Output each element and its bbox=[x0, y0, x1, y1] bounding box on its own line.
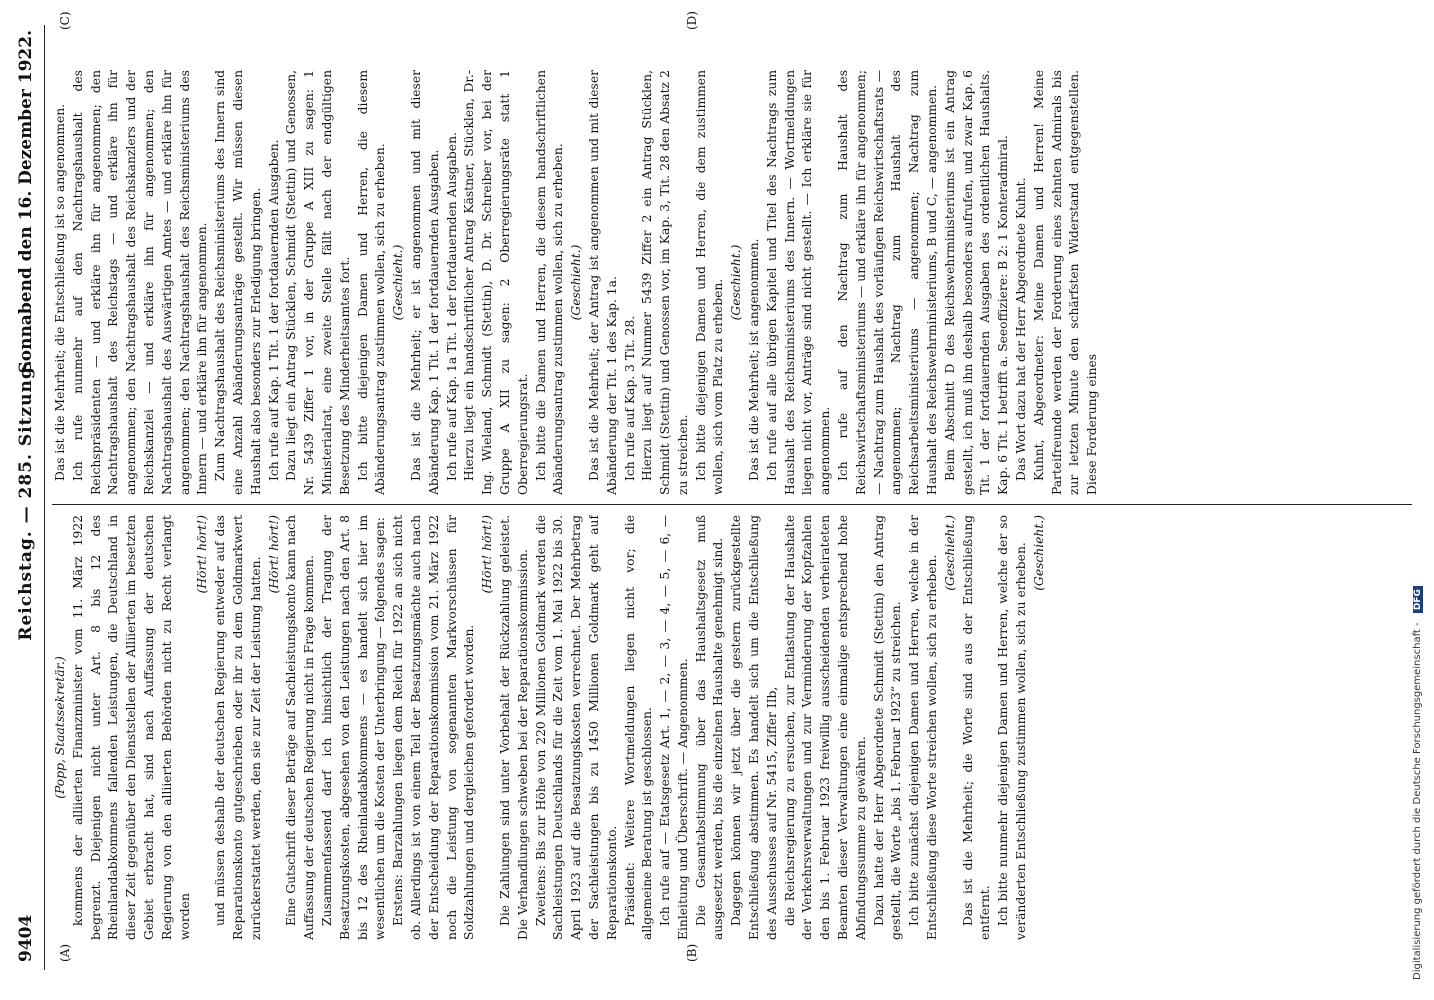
paragraph: Zweitens: Bis zur Höhe von 220 Millionen Goldmark werden die Sachleistungen Deutschlands für die Zeit vom 1. Mai 1922 bis 30. April 1923 auf die Besatzungskosten verrechnet. Der Mehrbetrag der Sachleistungen bis zu 1450 Millionen Goldmark geht auf Reparationskonto. bbox=[533, 515, 619, 940]
paragraph: Erstens: Barzahlungen liegen dem Reich für 1922 an sich nicht ob. Allerdings ist von einem Teil der Besatzungsmächte auch nach der Entscheidung der Reparationskommission vom 21. März 1922 noch die Leistung von sogenannten Markvorschüssen für Soldzahlungen und dergleichen gefordert worden. bbox=[391, 515, 477, 940]
paragraph: (Geschieht.) bbox=[569, 244, 584, 321]
paragraph: Das Wort dazu hat der Herr Abgeordnete Kuhnt. bbox=[1014, 177, 1029, 481]
paragraph: Ich bitte nunmehr diejenigen Damen und Herren, welche der so veränderten Entschließung zustimmen wollen, sich zu erheben. bbox=[996, 515, 1029, 940]
page-footer bbox=[1412, 20, 1430, 980]
paragraph: Ich rufe auf alle übrigen Kapitel und Titel des Nachtrags zum Haushalt des Reichsministeriums des Innern. — Wortmeldungen liegen nicht vor, Anträge sind nicht gestellt. — Ich erkläre sie für angenommen. bbox=[764, 70, 833, 495]
paragraph: Zum Nachtragshaushalt des Reichsministeriums des Innern sind eine Anzahl Abänderungsanträge gestellt. Wir müssen diesen Haushalt also besonders zur Erledigung bringen. bbox=[213, 70, 263, 495]
paragraph: Ich bitte diejenigen Damen und Herren, die dem zustimmen wollen, sich vom Platz zu erheben. bbox=[693, 70, 726, 495]
paragraph: Kuhnt, Abgeordneter: Meine Damen und Herren! Meine Parteifreunde werden der Forderung eines zehnten Admirals bis zur letzten Minute den schärfsten Widerstand entgegenstellen. Diese Forderung eines bbox=[1031, 70, 1100, 495]
paragraph: Hierzu liegt ein handschriftlicher Antrag Kästner, Stücklen, Dr.-Ing. Wieland, Schmidt (Stettin), D. Dr. Schreiber vor, bei der Gruppe A XII zu sagen: 2 Oberregierungsräte statt 1 Oberregierungsrat. bbox=[462, 70, 530, 495]
paragraph: (Popp, Staatssekretär.) bbox=[53, 656, 67, 799]
header-rule bbox=[44, 25, 45, 970]
paragraph: kommens der alliierten Finanzminister vom 11. März 1922 begrenzt. Diejenigen nicht unter Art. 8 bis 12 des Rheinlandabkommens fallenden Leistungen, die Deutschland in dieser Zeit gegenüber den Dienststellen der Alliierten im besetzten Gebiet erbracht hat, sind nach Auffassung der deutschen Regierung von den alliierten Behörden nicht zu Recht verlangt worden bbox=[70, 515, 192, 940]
paragraph: Präsident: Weitere Wortmeldungen liegen nicht vor; die allgemeine Beratung ist geschlossen. bbox=[622, 515, 655, 940]
page-number: 9404 bbox=[16, 914, 36, 962]
paragraph: Das ist die Mehrheit; ist angenommen. bbox=[747, 238, 762, 481]
paragraph: Ich bitte die Damen und Herren, die diesem handschriftlichen Abänderungsantrag zustimmen wollen, sich zu erheben. bbox=[533, 70, 566, 495]
session-title: Reichstag. — 285. Sitzung. bbox=[16, 359, 36, 641]
paragraph: (Geschieht.) bbox=[729, 244, 744, 321]
paragraph: (Hört! hört!) bbox=[266, 515, 281, 594]
paragraph: Dagegen können wir jetzt über die gestern zurückgestellte Entschließung abstimmen. Es handelt sich um die Entschließung des Ausschusses auf Nr. 5415, Ziffer IIb, bbox=[729, 515, 779, 940]
session-date: Sonnabend den 16. Dezember 1922. bbox=[16, 30, 36, 374]
paragraph: (Hört! hört!) bbox=[195, 515, 210, 594]
margin-marker-a: (A) bbox=[58, 943, 72, 962]
paragraph: Ich rufe auf Kap. 1a Tit. 1 der fortdauernden Ausgaben. bbox=[444, 132, 459, 481]
paragraph: (Geschieht.) bbox=[391, 244, 406, 321]
paragraph: Ich rufe nunmehr auf den Nachtragshaushalt des Reichspräsidenten — und erkläre ihn für angenommen; den Nachtragshaushalt des Reichstags — und erkläre ihn für angenommen; den Nachtragshaushalt des Reichskanzlers und der Reichskanzlei — und erkläre ihn für angenommen; den Nachtragshaushalt des Auswärtigen Amtes — und erkläre ihn für angenommen; den Nachtragshaushalt des Reichsministeriums des Innern — und erkläre ihn für angenommen. bbox=[70, 70, 210, 495]
paragraph: Die Gesamtabstimmung über das Haushaltsgesetz muß ausgesetzt werden, bis die einzelnen Haushalte genehmigt sind. bbox=[693, 515, 726, 940]
paragraph: und müssen deshalb der deutschen Regierung entweder auf das Reparationskonto gutgeschrieben oder ihr zu dem Goldmarkwert zurückerstattet werden, den sie zur Zeit der Leistung hatten. bbox=[213, 515, 263, 940]
paragraph: Ich rufe auf Kap. 1 Tit. 1 der fortdauernden Ausgaben. bbox=[266, 139, 281, 481]
paragraph: Das ist die Mehrheit; er ist angenommen und mit dieser Abänderung Kap. 1 Tit. 1 der fortdauernden Ausgaben. bbox=[408, 70, 441, 495]
paragraph: Eine Gutschrift dieser Beträge auf Sachleistungskonto kann nach Auffassung der deutschen Regierung nicht in Frage kommen. bbox=[284, 515, 317, 940]
paragraph: Das ist die Mehrheit; der Antrag ist angenommen und mit dieser Abänderung der Tit. 1 des Kap. 1a. bbox=[586, 70, 619, 495]
paragraph: Ich rufe auf — Etatsgesetz Art. 1, — 2, — 3, — 4, — 5, — 6, — Einleitung und Überschrift. — Angenommen. bbox=[658, 515, 690, 940]
page-header bbox=[14, 20, 42, 980]
right-column bbox=[52, 70, 1407, 495]
paragraph: Ich bitte zunächst diejenigen Damen und Herren, welche in der Entschließung diese Worte streichen wollen, sich zu erheben. bbox=[907, 515, 940, 940]
footer-text: Digitalisierung gefördert durch die Deutsche Forschungsgemeinschaft - bbox=[1412, 622, 1423, 980]
column-divider bbox=[52, 504, 1412, 505]
paragraph: Dazu hatte der Herr Abgeordnete Schmidt (Stettin) den Antrag gestellt, die Worte „bis 1. Februar 1923“ zu streichen. bbox=[871, 515, 904, 940]
paragraph: Zusammenfassend darf ich hinsichtlich der Tragung der Besatzungskosten, abgesehen von den Leistungen nach den Art. 8 bis 12 des Rheinlandabkommens — es handelt sich hier im wesentlichen um die Kosten der Unterbringung — folgendes sagen: bbox=[319, 515, 388, 940]
paragraph: (Geschieht.) bbox=[942, 515, 957, 591]
margin-marker-c: (C) bbox=[58, 11, 72, 30]
paragraph: Das ist die Mehrheit; die Worte sind aus der Entschließung entfernt. bbox=[960, 515, 993, 940]
paragraph: Das ist die Mehrheit; die Entschließung ist so angenommen. bbox=[53, 103, 67, 481]
paragraph: Ich rufe auf den Nachtrag zum Haushalt des Reichswirtschaftsministeriums — und erkläre ihn für angenommen; — Nachtrag zum Haushalt des vorläufigen Reichswirtschaftsrats — angenommen; Nachtrag zum Haushalt des Reichsarbeitsministeriums — angenommen; Nachtrag zum Haushalt des Reichswehrministeriums, B und C, — angenommen. bbox=[836, 70, 940, 495]
paragraph: Beim Abschnitt D des Reichswehrministeriums ist ein Antrag gestellt, ich muß ihn deshalb besonders aufrufen, und zwar Kap. 6 Tit. 1 der fortdauernden Ausgaben des ordentlichen Haushalts. Kap. 6 Tit. 1 betrifft a. Seeoffiziere: B 2: 1 Konteradmiral. bbox=[942, 70, 1011, 495]
paragraph: (Geschieht.) bbox=[1031, 515, 1046, 591]
paragraph: Ich bitte diejenigen Damen und Herren, die diesem Abänderungsantrag zustimmen wollen, sich zu erheben. bbox=[355, 70, 388, 495]
paragraph: Die Zahlungen sind unter Vorbehalt der Rückzahlung geleistet. Die Verhandlungen schweben bei der Reparationskommission. bbox=[497, 515, 530, 940]
paragraph: Hierzu liegt auf Nummer 5439 Ziffer 2 ein Antrag Stücklen, Schmidt (Stettin) und Genossen vor, im Kap. 3, Tit. 28 den Absatz 2 zu streichen. bbox=[640, 70, 690, 495]
paragraph: Ich rufe auf Kap. 3 Tit. 28. bbox=[622, 315, 637, 481]
paragraph: (Hört! hört!) bbox=[480, 515, 495, 594]
margin-marker-d: (D) bbox=[685, 11, 699, 30]
paragraph: die Reichsregierung zu ersuchen, zur Entlastung der Haushalte der Verkehrsverwaltungen und zur Verminderung der Kopfzahlen den bis 1. Februar 1923 freiwillig ausscheidenden verheirateten Beamten dieser Verwaltungen eine einmalige entsprechend hohe Abfindungssumme zu gewähren. bbox=[782, 515, 868, 940]
dfg-logo: DFG bbox=[1413, 586, 1423, 613]
paragraph: Dazu liegt ein Antrag Stücklen, Schmidt (Stettin) und Genossen, Nr. 5439 Ziffer 1 vor, in der Gruppe A XIII zu sagen: 1 Ministerialrat, eine zweite Stelle fällt nach der endgültigen Besetzung des Minderheitsamtes fort. bbox=[284, 70, 352, 495]
margin-marker-b: (B) bbox=[685, 943, 699, 962]
left-column bbox=[52, 515, 1407, 940]
